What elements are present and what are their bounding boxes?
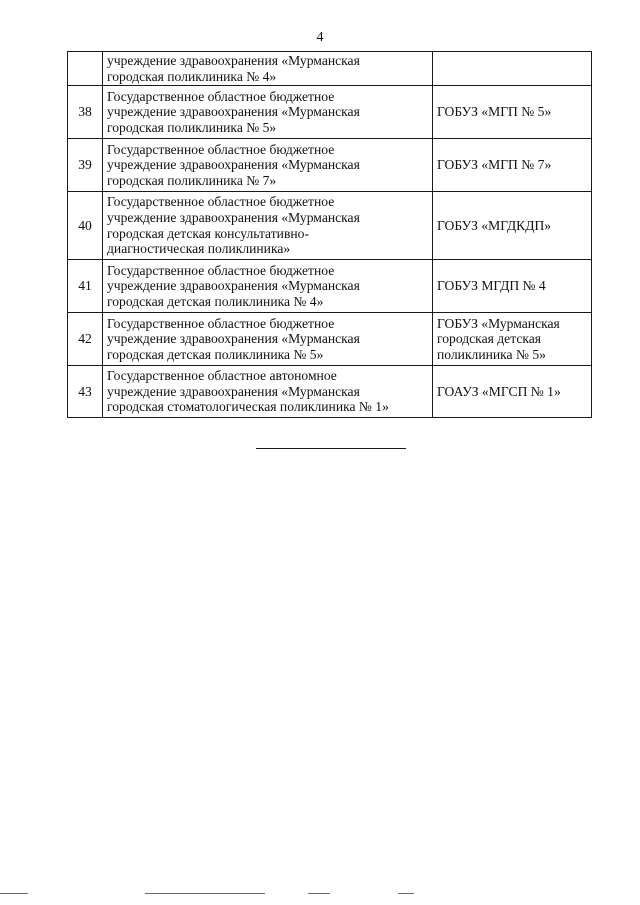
institution-name-cell <box>103 192 433 260</box>
abbreviation-line: ГОБУЗ «Мурманская <box>437 315 560 331</box>
row-number-cell: 43 <box>68 366 103 418</box>
abbreviation-cell <box>433 260 592 313</box>
abbreviation-cell <box>433 86 592 139</box>
scan-mark <box>145 893 265 894</box>
abbreviation-cell <box>433 52 592 86</box>
name-line: Государственное областное автономное <box>107 368 337 384</box>
name-line: учреждение здравоохранения «Мурманская <box>107 383 360 399</box>
scan-mark <box>0 893 28 894</box>
name-line: городская поликлиника № 4» <box>107 68 277 84</box>
row-number-cell <box>68 52 103 86</box>
name-line: учреждение здравоохранения «Мурманская <box>107 331 360 347</box>
table-row <box>68 52 592 86</box>
row-number-cell: 38 <box>68 86 103 139</box>
name-line: диагностическая поликлиника» <box>107 241 291 257</box>
institution-name-cell <box>103 52 433 86</box>
abbreviation-cell <box>433 192 592 260</box>
name-line: городская детская поликлиника № 5» <box>107 346 324 362</box>
name-line: учреждение здравоохранения «Мурманская <box>107 209 360 225</box>
name-line: Государственное областное бюджетное <box>107 141 335 157</box>
abbreviation-cell <box>433 313 592 366</box>
name-line: Государственное областное бюджетное <box>107 88 335 104</box>
institution-name-cell <box>103 366 433 418</box>
institution-name-cell <box>103 139 433 192</box>
scan-mark <box>308 893 330 894</box>
abbreviation-cell <box>433 366 592 418</box>
table-row <box>68 313 592 366</box>
end-of-document-rule <box>256 448 406 449</box>
page-number: 4 <box>316 30 324 45</box>
abbreviation-line: городская детская <box>437 331 542 347</box>
table-row <box>68 139 592 192</box>
name-line: городская поликлиника № 5» <box>107 119 277 135</box>
name-line: городская стоматологическая поликлиника № 1» <box>107 399 389 415</box>
name-line: Государственное областное бюджетное <box>107 315 335 331</box>
name-line: Государственное областное бюджетное <box>107 262 335 278</box>
name-line: Государственное областное бюджетное <box>107 194 335 210</box>
name-line: городская детская консультативно- <box>107 225 309 241</box>
name-line: городская детская поликлиника № 4» <box>107 293 324 309</box>
row-number-cell: 42 <box>68 313 103 366</box>
abbreviation-line: ГОАУЗ «МГСП № 1» <box>437 383 561 399</box>
abbreviation-line: ГОБУЗ «МГДКДП» <box>437 217 552 233</box>
name-line: учреждение здравоохранения «Мурманская <box>107 52 360 68</box>
row-number-cell: 40 <box>68 192 103 260</box>
table-row <box>68 366 592 418</box>
name-line: учреждение здравоохранения «Мурманская <box>107 104 360 120</box>
abbreviation-line: ГОБУЗ МГДП № 4 <box>437 278 546 294</box>
table-row <box>68 192 592 260</box>
row-number-cell: 41 <box>68 260 103 313</box>
scan-mark <box>398 893 414 894</box>
table-row <box>68 86 592 139</box>
table-row <box>68 260 592 313</box>
institution-name-cell <box>103 260 433 313</box>
name-line: городская поликлиника № 7» <box>107 172 277 188</box>
name-line: учреждение здравоохранения «Мурманская <box>107 278 360 294</box>
abbreviation-line: поликлиника № 5» <box>437 346 546 362</box>
abbreviation-line: ГОБУЗ «МГП № 7» <box>437 157 552 173</box>
institution-name-cell <box>103 86 433 139</box>
row-number-cell: 39 <box>68 139 103 192</box>
institution-name-cell <box>103 313 433 366</box>
name-line: учреждение здравоохранения «Мурманская <box>107 157 360 173</box>
scan-edge-marks <box>0 893 640 899</box>
institutions-table <box>67 51 592 418</box>
abbreviation-cell <box>433 139 592 192</box>
abbreviation-line: ГОБУЗ «МГП № 5» <box>437 104 552 120</box>
